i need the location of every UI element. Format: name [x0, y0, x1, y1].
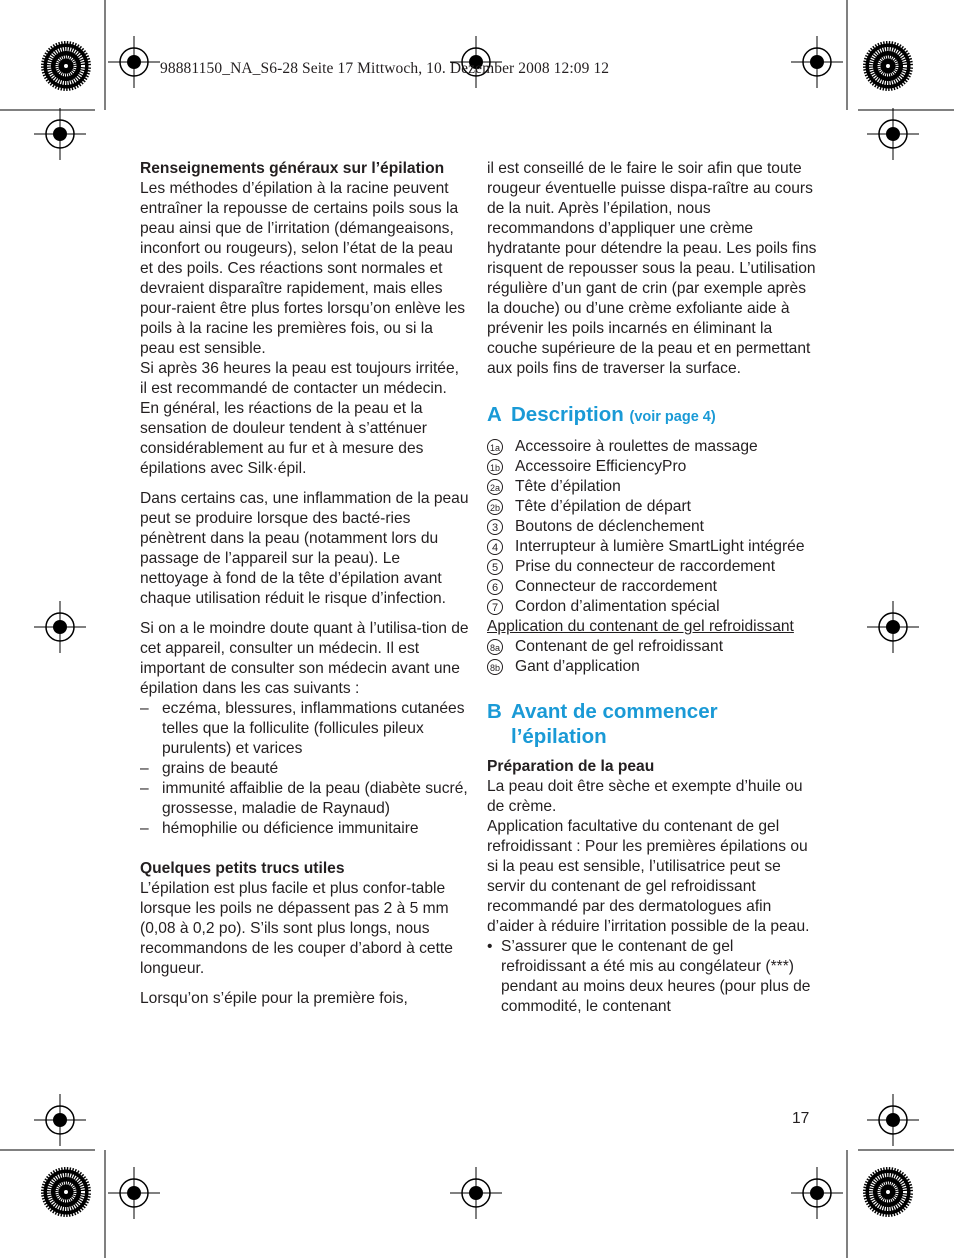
section-a-heading [487, 402, 817, 430]
paragraph: Si après 36 heures la peau est toujours irritée, il est recommandé de contacter un médecin. [140, 360, 459, 397]
list-item: – grains de beauté [140, 759, 470, 779]
registration-star-bottom-left [41, 1167, 91, 1217]
list-item: 6 Connecteur de raccordement [487, 577, 817, 597]
list-item: – immunité affaiblie de la peau (diabète sucré, grossesse, maladie de Raynaud) [140, 779, 470, 819]
section-letter: A [487, 403, 502, 426]
list-item: – eczéma, blessures, inflammations cutanées telles que la folliculite (follicules pileux purulents) et varices [140, 699, 470, 759]
paragraph: L’épilation est plus facile et plus confor-table lorsque les poils ne dépassent pas 2 à 5 mm (0,08 à 0,2 po). S’ils sont plus longs, nous recommandons de les couper d’abord à cette longueur. [140, 880, 453, 977]
conditions-list [140, 699, 470, 839]
section-title: Description [511, 403, 624, 426]
list-item: – hémophilie ou déficience immunitaire [140, 819, 470, 839]
left-column [140, 159, 470, 1009]
part-number-icon: 3 [487, 519, 503, 535]
part-number-icon: 6 [487, 579, 503, 595]
list-item: • S’assurer que le contenant de gel refroidissant a été mis au congélateur (***) pendant au moins deux heures (pour plus de commodité, le contenant [487, 937, 817, 1017]
general-info-heading: Renseignements généraux sur l’épilation [140, 160, 445, 177]
right-column [487, 159, 817, 1017]
paragraph: La peau doit être sèche et exempte d’huile ou de crème. [487, 778, 803, 815]
print-header: 98881150_NA_S6-28 Seite 17 Mittwoch, 10. Dezember 2008 12:09 12 [160, 60, 610, 77]
section-title: Avant de commencer l’épilation [511, 700, 718, 748]
gel-subheading: Application du contenant de gel refroidissant [487, 618, 794, 635]
gel-parts-list [487, 637, 817, 677]
list-item: 4 Interrupteur à lumière SmartLight intégrée [487, 537, 817, 557]
tips-heading: Quelques petits trucs utiles [140, 860, 345, 877]
parts-list [487, 437, 817, 617]
list-item: 7 Cordon d’alimentation spécial [487, 597, 817, 617]
list-item: 2a Tête d’épilation [487, 477, 817, 497]
registration-star-top-left [41, 41, 91, 91]
section-b-heading [487, 699, 817, 749]
part-number-icon: 2a [487, 479, 503, 495]
bullet-list [487, 937, 817, 1017]
part-number-icon: 4 [487, 539, 503, 555]
part-number-icon: 7 [487, 599, 503, 615]
part-number-icon: 8b [487, 659, 503, 675]
list-item: 2b Tête d’épilation de départ [487, 497, 817, 517]
paragraph: Dans certains cas, une inflammation de la peau peut se produire lorsque des bacté-ries pénètrent dans la peau (notamment lors du passage de l’appareil sur la peau). Le nettoyage à fond de la tête d’épilation avant chaque utilisation réduit le risque d’infection. [140, 490, 469, 607]
prep-heading: Préparation de la peau [487, 758, 655, 775]
paragraph: il est conseillé de le faire le soir afin que toute rougeur éventuelle puisse dispa-raître au cours de la nuit. Après l’épilation, nous recommandons d’appliquer une crème hydratante pour détendre la peau. Les poils fins risquent de repousser sous la peau. L’utilisation régulière d’un gant de crin (par exemple après la douche) ou d’une crème exfoliante aide à prévenir les poils incarnés en éliminant la couche supérieure de la peau et en permettant aux poils fins de traverser la surface. [487, 160, 817, 377]
part-number-icon: 1a [487, 439, 503, 455]
paragraph: Si on a le moindre doute quant à l’utilisa-tion de cet appareil, consulter un médecin. Il est important de consulter son médecin avant une épilation dans les cas suivants : [140, 620, 469, 697]
part-number-icon: 8a [487, 639, 503, 655]
paragraph: En général, les réactions de la peau et la sensation de douleur tendent à s’atténuer considérablement au fur et à mesure des épilations avec Silk·épil. [140, 400, 427, 477]
list-item: 1b Accessoire EfficiencyPro [487, 457, 817, 477]
section-letter: B [487, 700, 502, 723]
part-number-icon: 1b [487, 459, 503, 475]
list-item: 8b Gant d’application [487, 657, 817, 677]
registration-star-bottom-right [863, 1167, 913, 1217]
part-number-icon: 5 [487, 559, 503, 575]
list-item: 5 Prise du connecteur de raccordement [487, 557, 817, 577]
paragraph: Application facultative du contenant de gel refroidissant : Pour les premières épilations ou si la peau est sensible, l’utilisatrice peut se servir du contenant de gel refroidissant recommandé par des dermatologues afin d’aider à réduire l’irritation possible de la peau. [487, 818, 810, 935]
part-number-icon: 2b [487, 499, 503, 515]
page-number: 17 [792, 1110, 810, 1127]
page-reference: (voir page 4) [629, 409, 716, 425]
paragraph: Lorsqu’on s’épile pour la première fois, [140, 990, 408, 1007]
registration-star-top-right [863, 41, 913, 91]
list-item: 8a Contenant de gel refroidissant [487, 637, 817, 657]
list-item: 3 Boutons de déclenchement [487, 517, 817, 537]
list-item: 1a Accessoire à roulettes de massage [487, 437, 817, 457]
paragraph: Les méthodes d’épilation à la racine peuvent entraîner la repousse de certains poils sous la peau ainsi que de l’irritation (démangeaisons, inconfort ou rougeurs), selon l’état de la peau et des poils. Ces réactions sont normales et devraient disparaître rapidement, mais elles pour-raient être plus fortes lorsqu’on enlève les poils à la racine les premières fois, ou si la peau est sensible. [140, 180, 466, 357]
